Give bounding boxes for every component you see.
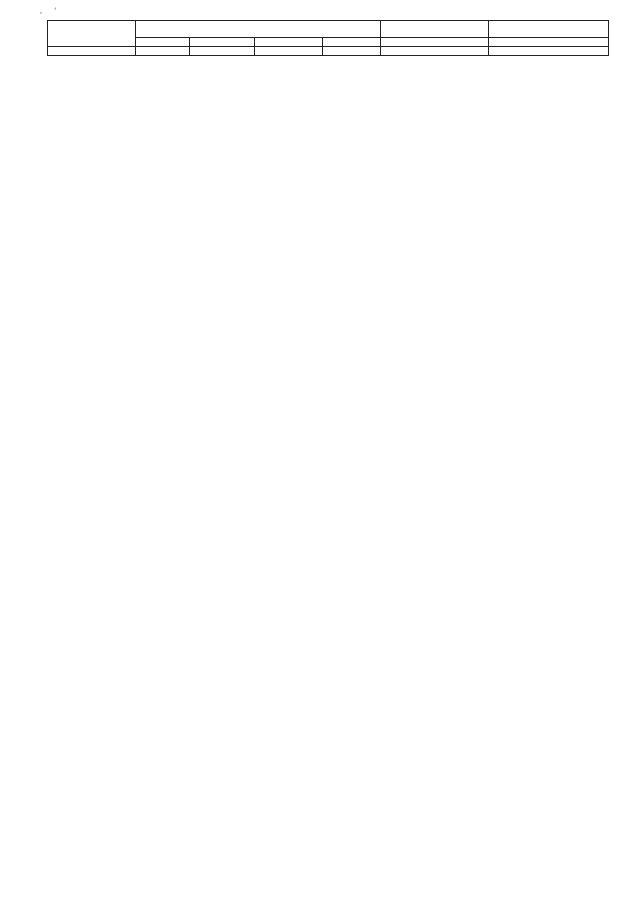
cell-c-index — [380, 47, 488, 56]
subheader-ca — [189, 38, 255, 47]
subheader-c-vat — [488, 38, 608, 47]
cell-length — [48, 47, 136, 56]
subheader-cb-n — [255, 38, 323, 47]
subheader-ka1 — [135, 38, 189, 47]
subheader-c — [322, 38, 380, 47]
scan-marks: , ‘ — [40, 6, 57, 15]
document-page — [49, 14, 609, 96]
table-header-row — [48, 21, 609, 38]
table-row — [48, 47, 609, 56]
header-zone-price — [488, 21, 608, 38]
cell-cb-n — [255, 47, 323, 56]
header-length — [48, 21, 136, 47]
header-price-group — [135, 21, 380, 38]
cost-table — [47, 20, 609, 56]
cell-ca — [189, 47, 255, 56]
cell-c-vat — [488, 47, 608, 56]
cell-c — [322, 47, 380, 56]
header-price-2019 — [380, 21, 488, 38]
cell-ka1 — [135, 47, 189, 56]
subheader-c-index — [380, 38, 488, 47]
